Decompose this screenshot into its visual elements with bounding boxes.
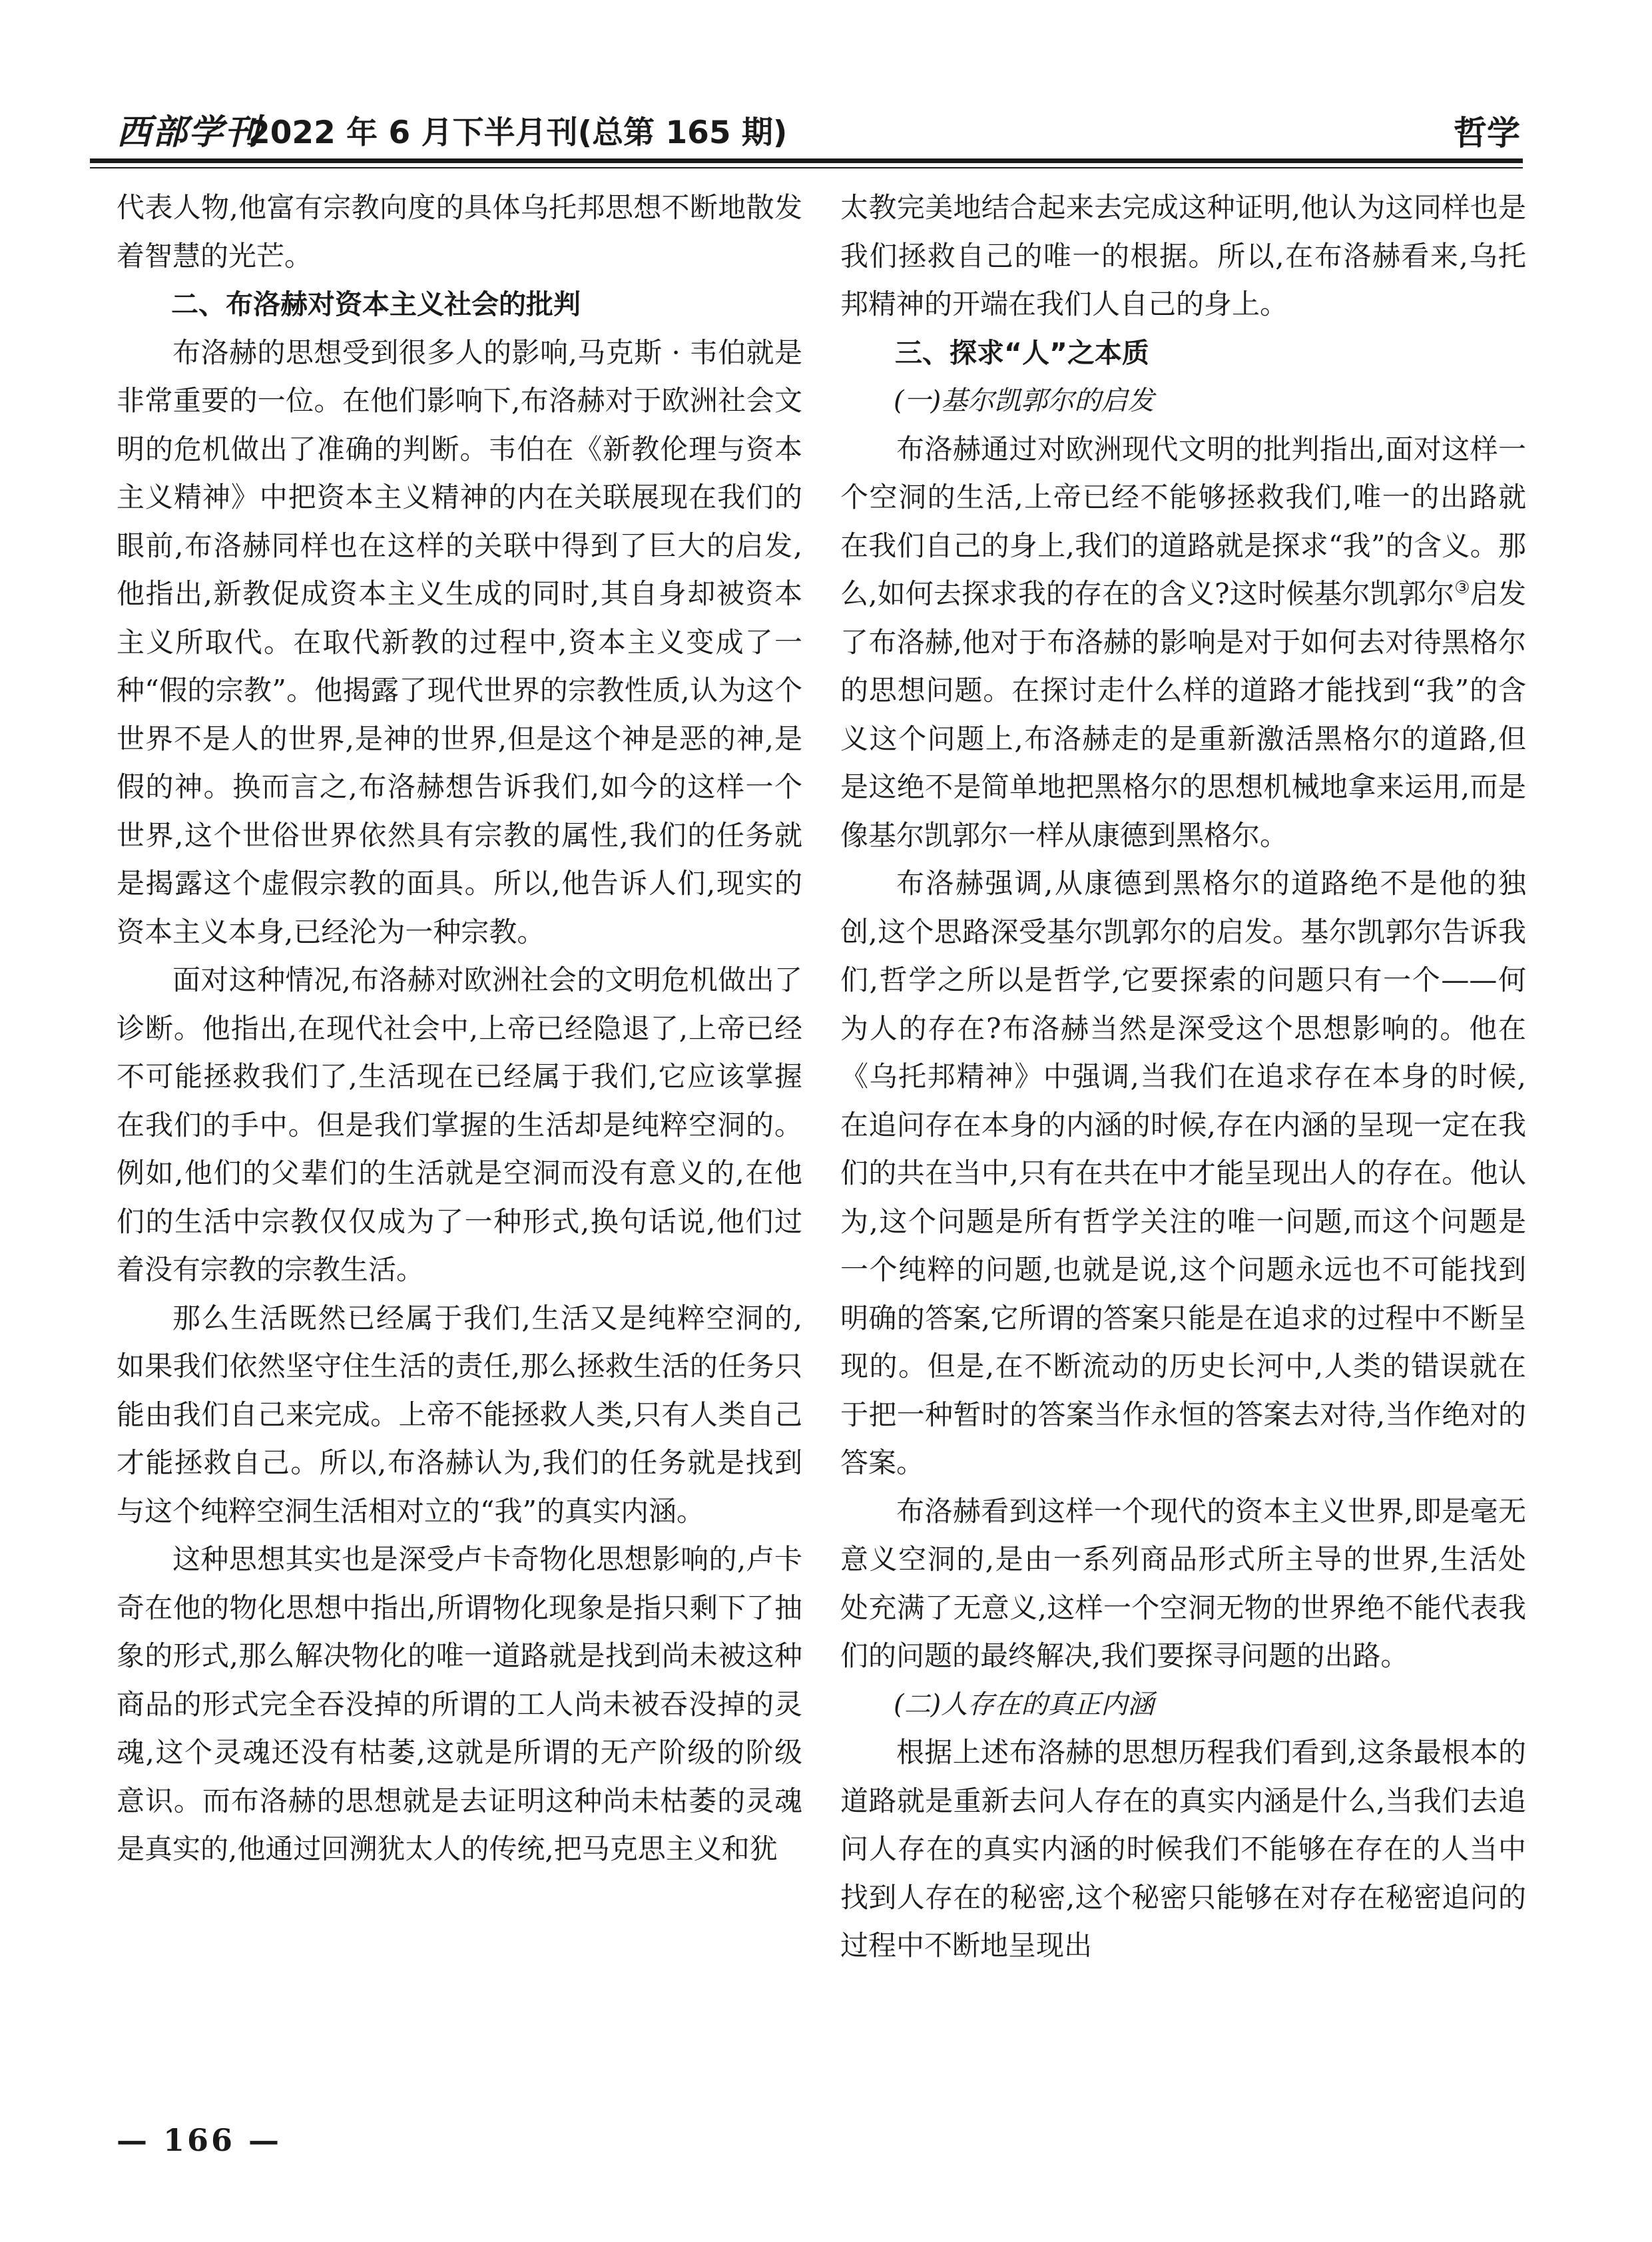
paragraph	[840, 425, 1526, 860]
left-column	[117, 184, 802, 2085]
footnote-marker: ③	[1454, 578, 1470, 598]
header-rule-thick	[90, 158, 1523, 163]
paragraph-text: 布洛赫强调,从康德到黑格尔的道路绝不是他的独创,这个思路深受基尔凯郭尔的启发。基尔凯郭尔告诉我们,哲学之所以是哲学,它要探索的问题只有一个——何为人的存在?布洛赫当然是深受这个思想影响的。他在《乌托邦精神》中强调,当我们在追求存在本身的时候,在追问存在本身的内涵的时候,存在内涵的呈现一定在我们的共在当中,只有在共在中才能呈现出人的存在。他认为,这个问题是所有哲学关注的唯一问题,而这个问题是一个纯粹的问题,也就是说,这个问题永远也不可能找到明确的答案,它所谓的答案只能是在追求的过程中不断呈现的。但是,在不断流动的历史长河中,人类的错误就在于把一种暂时的答案当作永恒的答案去对待,当作绝对的答案。	[840, 867, 1526, 1479]
paragraph-text: 面对这种情况,布洛赫对欧洲社会的文明危机做出了诊断。他指出,在现代社会中,上帝已经隐退了,上帝已经不可能拯救我们了,生活现在已经属于我们,它应该掌握在我们的手中。但是我们掌握的生活却是纯粹空洞的。例如,他们的父辈们的生活就是空洞而没有意义的,在他们的生活中宗教仅仅成为了一种形式,换句话说,他们过着没有宗教的宗教生活。	[117, 964, 802, 1286]
section-name: 哲学	[1454, 114, 1520, 152]
paragraph-text: 三、探求“人”之本质	[895, 336, 1149, 369]
right-column	[840, 184, 1526, 2085]
paragraph-text: 这种思想其实也是深受卢卡奇物化思想影响的,卢卡奇在他的物化思想中指出,所谓物化现象是指只剩下了抽象的形式,那么解决物化的唯一道路就是找到尚未被这种商品的形式完全吞没掉的所谓的工人尚未被吞没掉的灵魂,这个灵魂还没有枯萎,这就是所谓的无产阶级的阶级意识。而布洛赫的思想就是去证明这种尚未枯萎的灵魂是真实的,他通过回溯犹太人的传统,把马克思主义和犹	[117, 1543, 802, 1865]
paragraph-text: 太教完美地结合起来去完成这种证明,他认为这同样也是我们拯救自己的唯一的根据。所以,在布洛赫看来,乌托邦精神的开端在我们人自己的身上。	[840, 191, 1526, 320]
section-heading	[840, 329, 1526, 378]
running-header	[90, 112, 1523, 152]
paragraph-text: (一)基尔凯郭尔的启发	[894, 386, 1155, 416]
issue-info: 2022 年 6 月下半月刊(总第 165 期)	[248, 115, 788, 151]
paragraph-text: 布洛赫通过对欧洲现代文明的批判指出,面对这样一个空洞的生活,上帝已经不能够拯救我们,唯一的出路就在我们自己的身上,我们的道路就是探求“我”的含义。那么,如何去探求我的存在的含义?这时候基尔凯郭尔	[840, 432, 1526, 610]
paragraph	[840, 1729, 1526, 1970]
paragraph-text: 布洛赫的思想受到很多人的影响,马克斯 · 韦伯就是非常重要的一位。在他们影响下,布洛赫对于欧洲社会文明的危机做出了准确的判断。韦伯在《新教伦理与资本主义精神》中把资本主义精神的内在关联展现在我们的眼前,布洛赫同样也在这样的关联中得到了巨大的启发,他指出,新教促成资本主义生成的同时,其自身却被资本主义所取代。在取代新教的过程中,资本主义变成了一种“假的宗教”。他揭露了现代世界的宗教性质,认为这个世界不是人的世界,是神的世界,但是这个神是恶的神,是假的神。换而言之,布洛赫想告诉我们,如今的这样一个世界,这个世俗世界依然具有宗教的属性,我们的任务就是揭露这个虚假宗教的面具。所以,他告诉人们,现实的资本主义本身,已经沦为一种宗教。	[117, 336, 802, 948]
paragraph-text: 布洛赫看到这样一个现代的资本主义世界,即是毫无意义空洞的,是由一系列商品形式所主导的世界,生活处处充满了无意义,这样一个空洞无物的世界绝不能代表我们的问题的最终解决,我们要探寻问题的出路。	[840, 1494, 1526, 1672]
header-rule-thin	[90, 167, 1523, 168]
paragraph	[840, 184, 1526, 329]
paragraph	[840, 1488, 1526, 1681]
paragraph	[117, 956, 802, 1294]
page-number: — 166 —	[117, 2122, 282, 2158]
paragraph	[117, 1294, 802, 1536]
subsection-heading	[840, 377, 1526, 425]
paragraph	[117, 1536, 802, 1874]
paragraph-text: 二、布洛赫对资本主义社会的批判	[171, 288, 581, 320]
paragraph	[117, 329, 802, 957]
paragraph-text: 那么生活既然已经属于我们,生活又是纯粹空洞的,如果我们依然坚守住生活的责任,那么拯救生活的任务只能由我们自己来完成。上帝不能拯救人类,只有人类自己才能拯救自己。所以,布洛赫认为,我们的任务就是找到与这个纯粹空洞生活相对立的“我”的真实内涵。	[117, 1301, 802, 1528]
paragraph	[840, 860, 1526, 1488]
paragraph-text: (二)人存在的真正内涵	[894, 1689, 1155, 1720]
paragraph-text: 代表人物,他富有宗教向度的具体乌托邦思想不断地散发着智慧的光芒。	[117, 191, 802, 272]
paragraph-text: 根据上述布洛赫的思想历程我们看到,这条最根本的道路就是重新去问人存在的真实内涵是什么,当我们去追问人存在的真实内涵的时候我们不能够在存在的人当中找到人存在的秘密,这个秘密只能够在对存在秘密追问的过程中不断地呈现出	[840, 1736, 1526, 1962]
subsection-heading	[840, 1681, 1526, 1729]
paragraph-text: 启发了布洛赫,他对于布洛赫的影响是对于如何去对待黑格尔的思想问题。在探讨走什么样的道路才能找到“我”的含义这个问题上,布洛赫走的是重新激活黑格尔的道路,但是这绝不是简单地把黑格尔的思想机械地拿来运用,而是像基尔凯郭尔一样从康德到黑格尔。	[840, 577, 1526, 852]
section-heading	[117, 280, 802, 329]
paragraph	[117, 184, 802, 280]
journal-logo: 西部学刊	[117, 112, 261, 152]
